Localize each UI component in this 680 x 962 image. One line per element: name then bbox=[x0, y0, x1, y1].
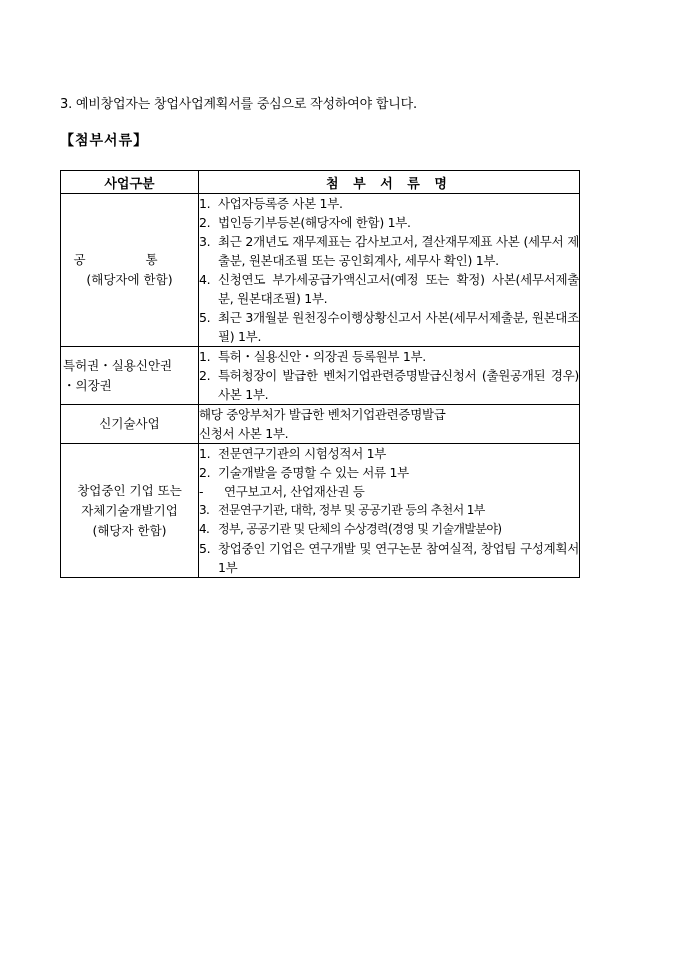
list-item: 2. 법인등기부등본(해당자에 한함) 1부. bbox=[199, 215, 411, 230]
documents-cell bbox=[199, 347, 580, 405]
table-header-row bbox=[61, 171, 580, 194]
list-item: 2. 기술개발을 증명할 수 있는 서류 1부 bbox=[199, 465, 409, 480]
list-item: 3. 전문연구기관, 대학, 정부 및 공공기관 등의 추천서 1부 bbox=[199, 503, 485, 517]
documents-cell bbox=[199, 194, 580, 347]
table-row bbox=[61, 405, 580, 444]
list-item: 4. 신청연도 부가세공급가액신고서(예정 또는 확정) 사본(세무서제출분, 원본대조필) 1부. bbox=[199, 272, 579, 306]
category-note: (해당자에 한함) bbox=[86, 272, 173, 287]
list-item: 4. 정부, 공공기관 및 단체의 수상경력(경영 및 기술개발분야) bbox=[199, 522, 502, 536]
table-row bbox=[61, 194, 580, 347]
category-note: (해당자 한함) bbox=[92, 522, 167, 538]
list-item: 1. 전문연구기관의 시험성적서 1부 bbox=[199, 446, 387, 461]
list-item: 2. 특허청장이 발급한 벤처기업관련증명발급신청서 (출원공개된 경우)사본 1부. bbox=[199, 368, 579, 402]
table-row bbox=[61, 347, 580, 405]
list-item: 1. 사업자등록증 사본 1부. bbox=[199, 196, 343, 211]
header-category: 사업구분 bbox=[61, 171, 199, 194]
document-line: 신청서 사본 1부. bbox=[199, 426, 289, 441]
category-label-cont: 자체기술개발기업 bbox=[81, 502, 178, 518]
list-item: 5. 창업중인 기업은 연구개발 및 연구논문 참여실적, 창업팀 구성계획서 1부 bbox=[199, 541, 579, 575]
category-label: 공 통 bbox=[73, 252, 186, 267]
documents-cell bbox=[199, 405, 580, 444]
category-label: 신기술사업 bbox=[99, 416, 160, 431]
table-row bbox=[61, 444, 580, 578]
category-label-cont: ・의장권 bbox=[63, 377, 112, 393]
header-documents: 첨 부 서 류 명 bbox=[199, 171, 580, 194]
list-item: 3. 최근 2개년도 재무제표는 감사보고서, 결산재무제표 사본 (세무서 제출분, 원본대조필 또는 공인회계사, 세무사 확인) 1부. bbox=[199, 234, 579, 268]
category-cell-newtech bbox=[61, 405, 199, 444]
list-item: - 연구보고서, 산업재산권 등 bbox=[199, 484, 365, 499]
category-cell-patent bbox=[61, 347, 199, 405]
attachments-table bbox=[60, 170, 580, 578]
attachments-heading: 【첨부서류】 bbox=[60, 133, 149, 149]
documents-cell bbox=[199, 444, 580, 578]
list-item: 1. 특허・실용신안・의장권 등록원부 1부. bbox=[199, 349, 426, 364]
document-line: 해당 중앙부처가 발급한 벤처기업관련증명발급 bbox=[199, 407, 446, 422]
intro-text: 3. 예비창업자는 창업사업계획서를 중심으로 작성하여야 합니다. bbox=[60, 97, 417, 112]
category-label: 창업중인 기업 또는 bbox=[77, 482, 182, 498]
category-cell-startup bbox=[61, 444, 199, 578]
category-label: 특허권・실용신안권 bbox=[63, 357, 173, 373]
category-cell-common bbox=[61, 194, 199, 347]
list-item: 5. 최근 3개월분 원천징수이행상황신고서 사본(세무서제출분, 원본대조필) 1부. bbox=[199, 310, 579, 344]
